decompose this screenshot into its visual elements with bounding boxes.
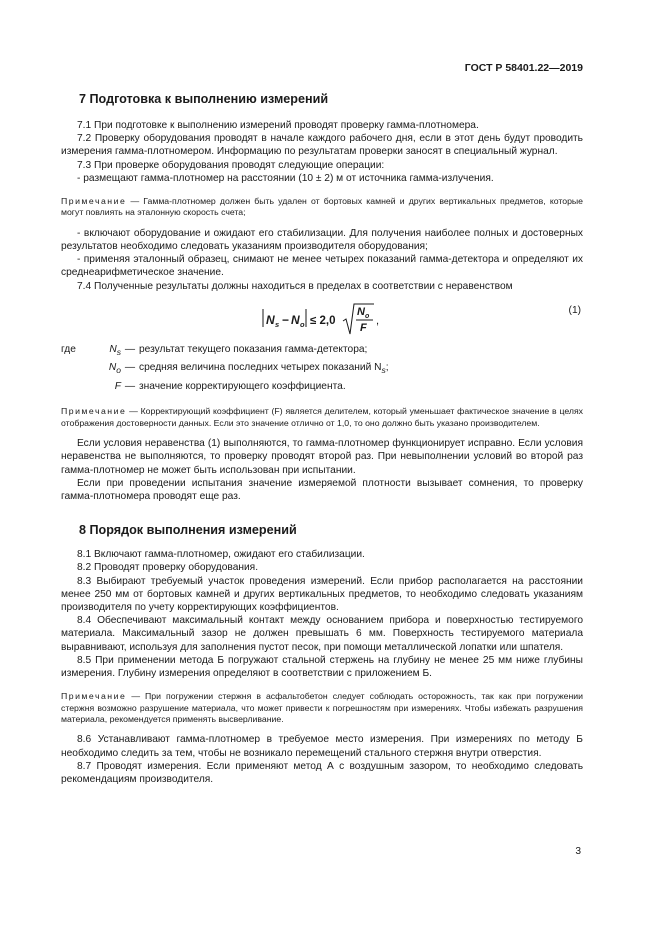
paragraph-7-4: 7.4 Полученные результаты должны находиться в пределах в соответствии с неравенством: [77, 280, 513, 292]
formula-frac-den: F: [360, 321, 367, 334]
formula-ns: N: [266, 312, 275, 327]
note-1-text: — Гамма-плотномер должен быть удален от бортовых камней и других вертикальных предметов, которые могут повлиять на эталонную скорость счета;: [61, 196, 583, 218]
note-1: [61, 196, 583, 219]
legend-row-ns: [61, 342, 583, 361]
inequality-formula: [261, 300, 431, 340]
legend-symbol-letter: N: [109, 343, 117, 355]
legend-row-f: [61, 379, 583, 396]
legend-dash: —: [124, 343, 136, 355]
formula-no: N: [291, 312, 300, 327]
legend-text: [139, 360, 389, 379]
formula-ns-sub: s: [275, 319, 280, 329]
paragraph-7-6: Если при проведении испытания значение измеряемой плотности вызывает сомнения, то проверку гамма-плотномера проводят еще раз.: [61, 477, 583, 503]
paragraph-8-4: 8.4 Обеспечивают максимальный контакт между основанием прибора и поверхностью тестируемого материала. Максимальный зазор не должен превышать 6 мм. Поверхность тестируемого материала выравнивают, используя для заполнения пустот песок, при помощи металлической лопатки или шпателя.: [61, 615, 583, 653]
list-item-stabilize: - включают оборудование и ожидают его стабилизации. Для получения наиболее полных и достоверных результатов необходимо следовать указаниям производителя оборудования;: [61, 227, 583, 253]
legend-symbol-sub: o: [116, 365, 121, 376]
legend-symbol-letter: N: [108, 362, 117, 374]
page-content: [61, 92, 583, 786]
paragraph-7-3: 7.3 При проверке оборудования проводят следующие операции:: [77, 159, 385, 171]
paragraph-8-6: 8.6 Устанавливают гамма-плотномер в требуемое место измерения. При измерениях по методу Б необходимо следить за тем, чтобы не возникало перемещений стального стержня внутри отверстия.: [61, 734, 583, 759]
note-2-label: Примечание: [61, 406, 127, 417]
paragraph-7-2: 7.2 Проверку оборудования проводят в начале каждого рабочего дня, если в этот день будут проводить измерения гамма-плотномером. Информацию по результатам проверки заносят в специальный журнал.: [61, 133, 583, 158]
page-number: 3: [575, 846, 581, 857]
list-item-placement: - размещают гамма-плотномер на расстоянии (10 ± 2) м от источника гамма-излучения.: [77, 172, 494, 184]
paragraph-8-3: 8.3 Выбирают требуемый участок проведения измерений. Если прибор располагается на расстоянии менее 250 мм от бортовых камней и других вертикальных предметов, то необходимо следовать указаниям производителя по учету корректирующих коэффициентов.: [61, 575, 583, 614]
formula-frac-num: N: [357, 305, 365, 318]
note-3-text: — При погружении стержня в асфальтобетон следует соблюдать осторожность, так как при погружении стержня возможно разрушение материала, что может привести к погрешностям при измерениях. Чтобы избежать разрушения материала, рекомендуется применять высверливание.: [61, 691, 583, 725]
legend-symbol: [97, 379, 121, 396]
standard-header: ГОСТ Р 58401.22—2019: [464, 62, 583, 74]
legend-dash: —: [124, 380, 136, 392]
section-8-title: 8 Порядок выполнения измерений: [79, 523, 297, 538]
paragraph-8-2: 8.2 Проводят проверку оборудования.: [77, 562, 259, 574]
legend-text: результат текущего показания гамма-детектора;: [139, 343, 368, 355]
legend-row-no: [61, 360, 583, 379]
legend-dash: —: [124, 362, 136, 374]
formula-frac-num-sub: o: [365, 312, 370, 320]
legend-symbol-sub: s: [116, 346, 121, 357]
legend-symbol: [97, 342, 121, 361]
formula-minus: −: [282, 312, 290, 327]
note-3-label: Примечание: [61, 691, 127, 702]
formula-legend: [61, 342, 583, 396]
legend-text-main: средняя величина последних четырех показаний N: [139, 362, 382, 374]
note-2-text: — Корректирующий коэффициент (F) является делителем, который уменьшает фактическое значение в целях отображения достоверности данных. Если это значение отлично от 1,0, то оно должно быть указано производителем.: [61, 406, 583, 428]
paragraph-7-1: 7.1 При подготовке к выполнению измерений проводят проверку гамма-плотномера.: [77, 120, 479, 131]
formula-relation: ≤ 2,0: [310, 314, 336, 327]
note-2: [61, 406, 583, 429]
legend-text-sub: s: [381, 365, 386, 376]
section-7-title: 7 Подготовка к выполнению измерений: [79, 92, 329, 106]
formula-tail: ,: [376, 314, 380, 327]
paragraph-8-5: 8.5 При применении метода Б погружают стальной стержень на глубину не менее 25 мм ниже глубины измерения. Глубину измерения определяют в соответствии с приложением Б.: [61, 654, 583, 680]
paragraph-8-7: 8.7 Проводят измерения. Если применяют метод А с воздушным зазором, то необходимо следовать рекомендациям производителя.: [61, 760, 583, 786]
formula-1: [61, 300, 583, 340]
legend-where-word: где: [61, 343, 76, 355]
legend-text-end: ;: [385, 362, 389, 374]
formula-no-sub: o: [300, 319, 305, 329]
legend-text: значение корректирующего коэффициента.: [139, 380, 346, 392]
legend-symbol-letter: F: [114, 380, 121, 392]
note-3: [61, 691, 583, 725]
formula-number: (1): [568, 304, 581, 316]
note-1-label: Примечание: [61, 196, 127, 207]
paragraph-7-5: Если условия неравенства (1) выполняются, то гамма-плотномер функционирует исправно. Если условия неравенства не выполняются, то проверку проводят второй раз. При невыполнении условий во второй раз гамма-плотномер не может быть использован при испытании.: [61, 438, 583, 476]
paragraph-8-1: 8.1 Включают гамма-плотномер, ожидают его стабилизации.: [77, 549, 365, 561]
legend-symbol: [97, 360, 121, 379]
list-item-reference: - применяя эталонный образец, снимают не менее четырех показаний гамма-детектора и определяют их среднеарифметическое значение.: [61, 254, 583, 279]
